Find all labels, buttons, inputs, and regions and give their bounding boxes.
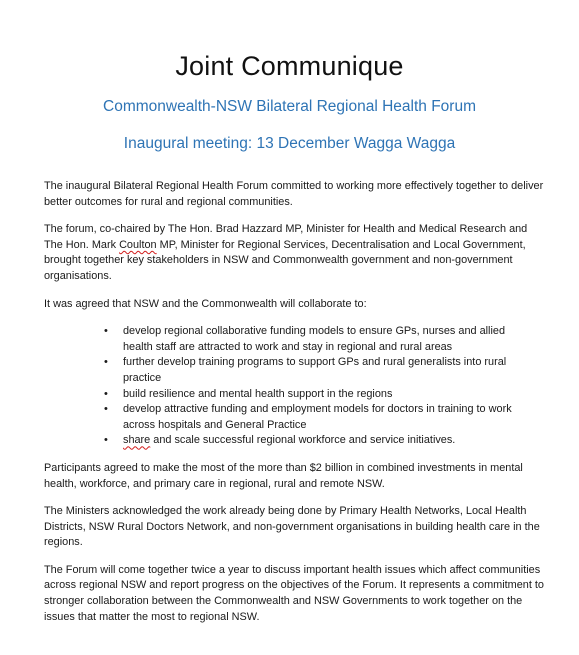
paragraph-forum-text: The forum, co-chaired by The Hon. Brad Hazzard MP, Minister for Health and Medical Research and The Hon. Mark (44, 223, 528, 251)
list-item-text: further develop training programs to support GPs and rural generalists into rural practice (123, 356, 507, 384)
paragraph-agreed: It was agreed that NSW and the Commonwealth will collaborate to: (44, 297, 367, 310)
bullet-list (44, 324, 544, 449)
forum-subtitle: Commonwealth-NSW Bilateral Regional Health Forum (103, 98, 476, 115)
list-item (104, 324, 544, 355)
list-item (104, 387, 544, 403)
bullet-icon: • (104, 356, 108, 369)
document-body (44, 179, 544, 637)
list-item-text: develop regional collaborative funding models to ensure GPs, nurses and allied health staff are attracted to work and stay in regional and rural areas (123, 325, 506, 353)
meeting-subtitle: Inaugural meeting: 13 December Wagga Wagga (123, 135, 456, 152)
list-item (104, 433, 544, 449)
paragraph-ministers: The Ministers acknowledged the work already being done by Primary Health Networks, Local Health Districts, NSW Rural Doctors Network, and non-government organisations in building health care in the regions. (44, 505, 540, 549)
list-item-text: and scale successful regional workforce and service initiatives. (150, 434, 456, 447)
paragraph-forum (44, 222, 544, 284)
bullet-icon: • (104, 387, 108, 400)
paragraph-forum-schedule: The Forum will come together twice a year to discuss important health issues which affect communities across regional NSW and report progress on the objectives of the Forum. It represents a commitment to stronger collaboration between the Commonwealth and NSW Governments to work together on the issues that matter the most to regional NSW. (44, 563, 544, 623)
paragraph-forum-text-end: MP, Minister for Regional Services, Decentralisation and Local Government, brought together key stakeholders in NSW and Commonwealth government and non-government organisations. (44, 238, 526, 282)
list-item-text: develop attractive funding and employment models for doctors in training to work across hospitals and General Practice (123, 403, 512, 431)
bullet-icon: • (104, 325, 108, 338)
paragraph-intro: The inaugural Bilateral Regional Health Forum committed to working more effectively together to deliver better outcomes for rural and regional communities. (44, 180, 544, 208)
bullet-icon: • (104, 403, 108, 416)
list-item-text: build resilience and mental health support in the regions (123, 387, 393, 400)
bullet-icon: • (104, 434, 108, 447)
list-item (104, 355, 544, 386)
spellcheck-flagged-word: share (123, 434, 151, 447)
list-item (104, 402, 544, 433)
document-title: Joint Communique (175, 51, 404, 81)
paragraph-participants: Participants agreed to make the most of the more than $2 billion in combined investments in mental health, workforce, and primary care in regional, rural and remote NSW. (44, 461, 523, 490)
spellcheck-flagged-word: Coulton (119, 238, 157, 251)
